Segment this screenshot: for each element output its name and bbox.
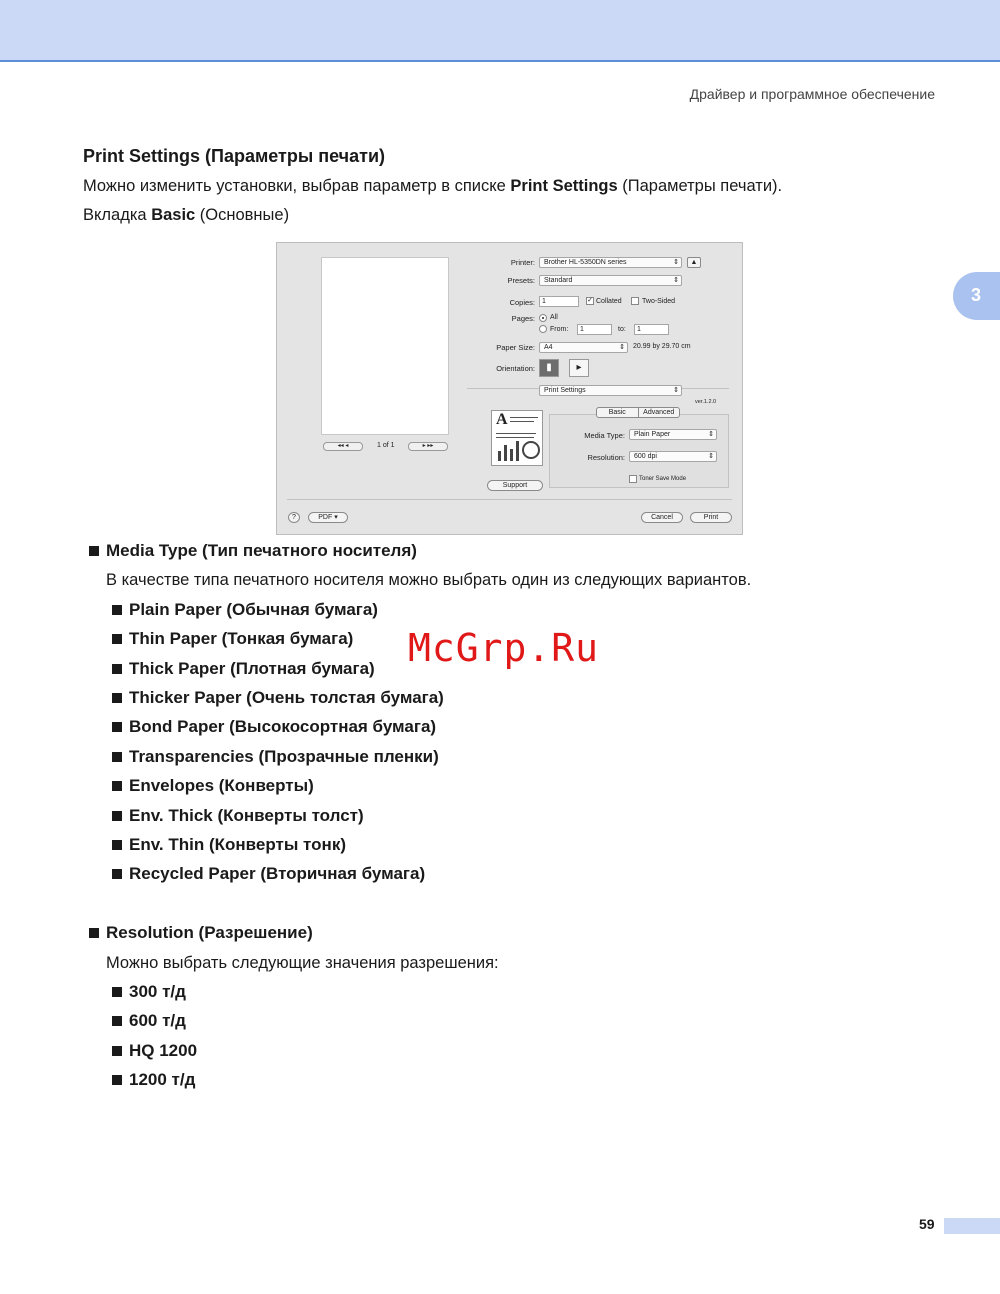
pages-from-radio[interactable] <box>539 325 547 333</box>
print-button[interactable]: Print <box>690 512 732 523</box>
two-sided-label: Two-Sided <box>642 298 676 305</box>
letter-a-glyph: A <box>496 411 508 428</box>
driver-version: ver.1.2.0 <box>695 399 717 405</box>
dialog-bottom-separator <box>287 499 732 500</box>
toner-save-label: Toner Save Mode <box>639 476 687 482</box>
printer-select[interactable]: Brother HL-5350DN series ⇕ <box>539 257 682 268</box>
tab-advanced[interactable]: Advanced <box>638 408 680 417</box>
bar-graphic <box>498 451 501 461</box>
pages-all-label: All <box>550 314 558 321</box>
media-type-heading: Media Type (Тип печатного носителя) <box>106 541 417 560</box>
list-item: Thick Paper (Плотная бумага) <box>129 659 375 678</box>
list-item: Env. Thin (Конверты тонк) <box>129 835 346 854</box>
list-item: Transparencies (Прозрачные пленки) <box>129 747 439 766</box>
collated-checkbox[interactable]: ✓ <box>587 297 593 304</box>
orientation-label: Orientation: <box>496 364 535 373</box>
print-quality-illustration <box>491 410 543 466</box>
magnifier-icon <box>522 441 540 459</box>
collated-label: Collated <box>596 298 622 305</box>
pdf-button[interactable]: PDF ▾ <box>308 512 348 523</box>
tab-paragraph: Вкладка Basic (Основные) <box>83 206 290 224</box>
media-type-label: Media Type: <box>584 431 625 440</box>
pages-to-label: to: <box>618 326 626 333</box>
pages-label: Pages: <box>511 314 535 323</box>
page-number: 59 <box>919 1216 935 1232</box>
presets-select[interactable]: Standard ⇕ <box>539 275 682 286</box>
text-line-graphic <box>496 437 534 438</box>
landscape-orientation-button[interactable]: ▸ <box>569 359 589 377</box>
resolution-label: Resolution: <box>587 453 625 462</box>
pages-to-input[interactable]: 1 <box>634 324 669 335</box>
text-line-graphic <box>510 417 538 418</box>
bar-graphic <box>504 445 507 461</box>
page-preview <box>321 257 449 435</box>
bar-graphic <box>510 449 513 461</box>
two-sided-checkbox[interactable] <box>631 297 639 305</box>
list-item: 600 т/д <box>129 1011 186 1030</box>
printer-label: Printer: <box>510 258 535 267</box>
list-item: Bond Paper (Высокосортная бумага) <box>129 717 437 736</box>
section-title: Print Settings (Параметры печати) <box>83 146 386 166</box>
running-header: Драйвер и программное обеспечение <box>689 86 935 102</box>
presets-label: Presets: <box>507 276 535 285</box>
paper-size-select[interactable]: A4 ⇕ <box>539 342 628 353</box>
intro-paragraph: Можно изменить установки, выбрав параметр в списке Print Settings (Параметры печати). <box>83 177 783 195</box>
tab-basic[interactable]: Basic <box>608 409 626 416</box>
top-header-band <box>0 0 1000 62</box>
pages-from-label: From: <box>550 326 569 333</box>
media-type-select[interactable]: Plain Paper ⇕ <box>629 429 717 440</box>
portrait-orientation-button[interactable]: ▮ <box>539 359 559 377</box>
page-number-bar <box>944 1218 1000 1234</box>
help-button[interactable]: ? <box>288 512 300 523</box>
list-item: 300 т/д <box>129 982 186 1001</box>
support-button[interactable]: Support <box>487 480 543 491</box>
list-item: Envelopes (Конверты) <box>129 776 314 795</box>
cancel-button[interactable]: Cancel <box>641 512 683 523</box>
list-item: HQ 1200 <box>129 1041 198 1060</box>
toner-save-checkbox[interactable] <box>629 475 637 483</box>
list-item: Env. Thick (Конверты толст) <box>129 806 364 825</box>
copies-label: Copies: <box>509 298 535 307</box>
text-line-graphic <box>496 433 536 434</box>
preview-next-buttons[interactable]: ▸ ▸▸ <box>408 442 448 451</box>
list-item: Thin Paper (Тонкая бумага) <box>129 629 354 648</box>
list-item: Plain Paper (Обычная бумага) <box>129 600 378 619</box>
resolution-description: Можно выбрать следующие значения разрешения: <box>106 954 499 972</box>
text-line-graphic <box>510 421 534 422</box>
disclosure-button[interactable]: ▲ <box>687 257 701 268</box>
list-item: Recycled Paper (Вторичная бумага) <box>129 864 426 883</box>
copies-input[interactable]: 1 <box>539 296 579 307</box>
bar-graphic <box>516 441 519 461</box>
resolution-heading: Resolution (Разрешение) <box>106 923 313 942</box>
chapter-number: 3 <box>971 285 982 305</box>
watermark: McGrp.Ru <box>408 626 600 670</box>
pages-from-input[interactable]: 1 <box>577 324 612 335</box>
resolution-select[interactable]: 600 dpi ⇕ <box>629 451 717 462</box>
chapter-tab <box>953 272 1000 320</box>
panel-select[interactable]: Print Settings ⇕ <box>539 385 682 396</box>
page-counter: 1 of 1 <box>377 442 395 449</box>
pages-all-radio[interactable] <box>539 314 547 322</box>
list-item: 1200 т/д <box>129 1070 196 1089</box>
paper-dimensions: 20.99 by 29.70 cm <box>633 343 691 350</box>
paper-size-label: Paper Size: <box>496 343 535 352</box>
preview-prev-buttons[interactable]: ◂◂ ◂ <box>323 442 363 451</box>
list-item: Thicker Paper (Очень толстая бумага) <box>129 688 444 707</box>
settings-tabs <box>596 407 680 418</box>
print-dialog <box>276 242 743 535</box>
media-type-description: В качестве типа печатного носителя можно выбрать один из следующих вариантов. <box>106 571 752 589</box>
